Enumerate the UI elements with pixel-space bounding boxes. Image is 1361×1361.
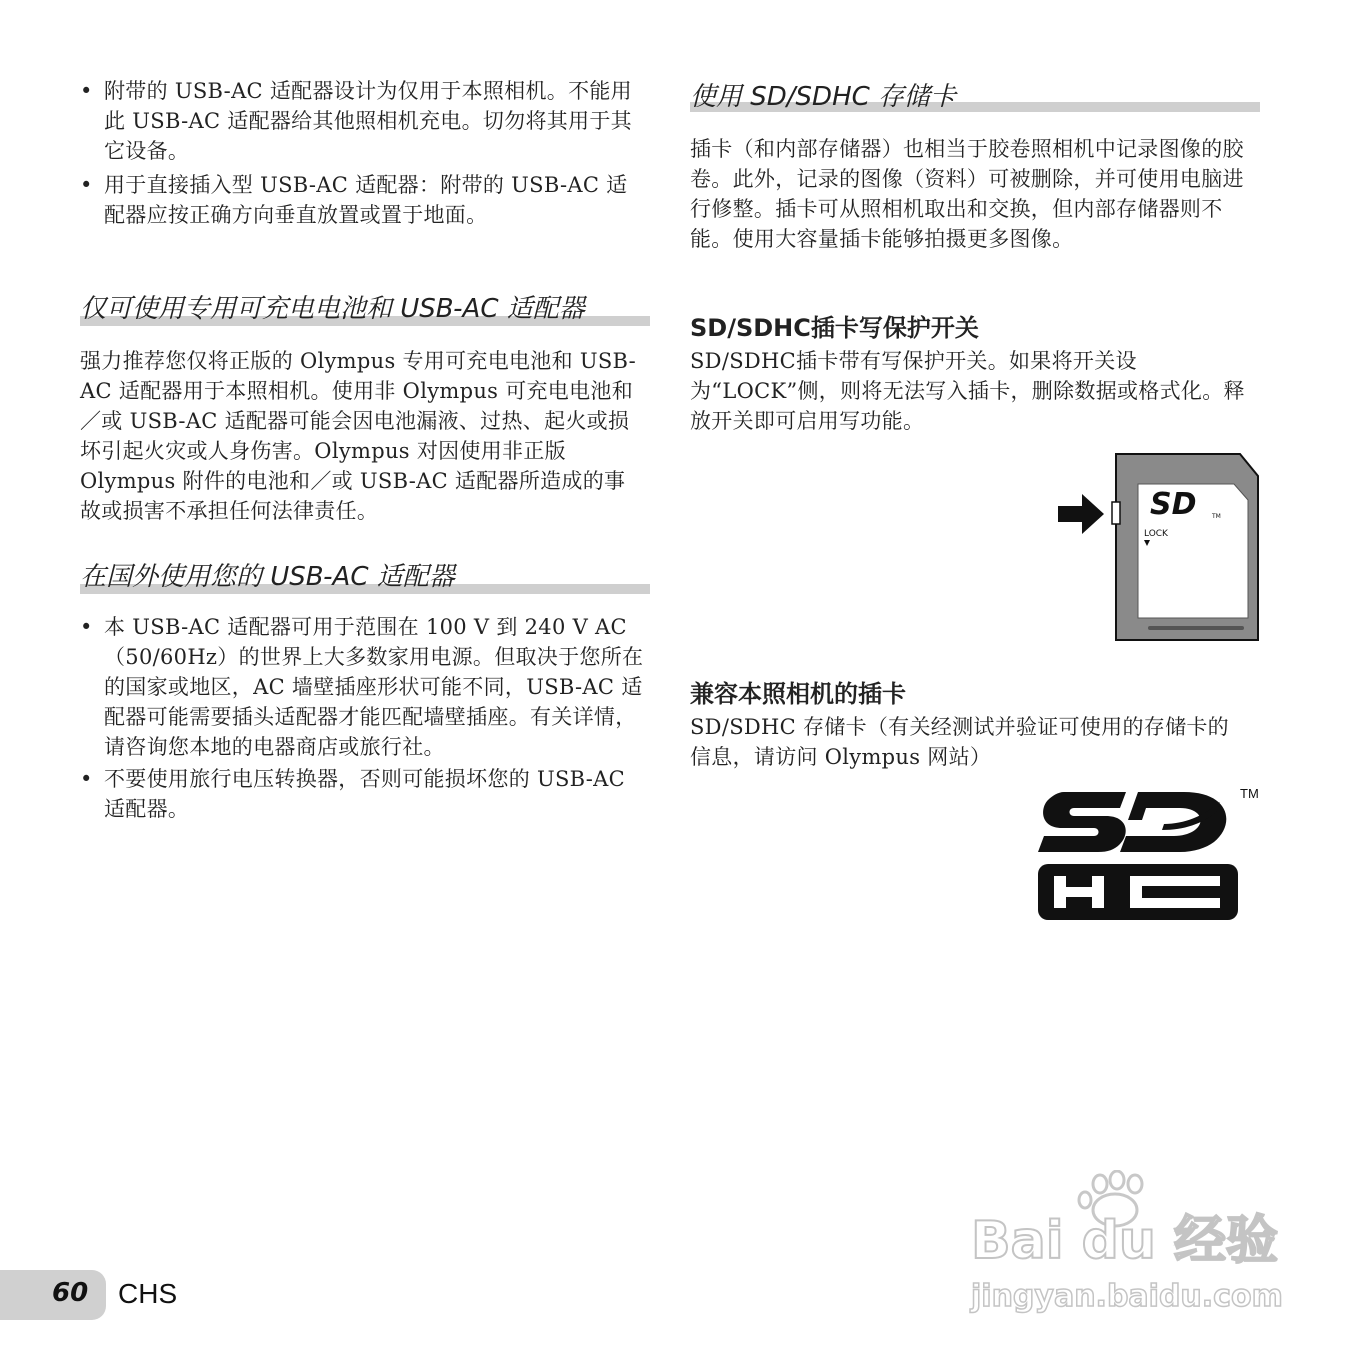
sdhc-logo <box>1034 784 1270 924</box>
subsection-title-compatible-cards: 兼容本照相机的插卡 <box>690 680 906 708</box>
watermark-brand: Bai du 经验 <box>971 1211 1278 1271</box>
usb-ac-notes-list <box>80 76 640 230</box>
section-body-batteries: 强力推荐您仅将正版的 Olympus 专用可充电电池和 USB-AC 适配器用于本照相机。使用非 Olympus 可充电电池和／或 USB-AC 适配器可能会因电池漏液、过热、起火或损坏引起火灾或人身伤害。Olympus 对因使用非正版 Olympus 附件的电池和／或 USB-AC 适配器所造成的事故或损害不承担任何法律责任。 <box>80 349 637 523</box>
arrow-right-icon <box>1058 494 1104 534</box>
sd-logo-mini: SD <box>1150 487 1197 522</box>
subsection-body-write-protect: SD/SDHC插卡带有写保护开关。如果将开关设为“LOCK”侧，则将无法写入插卡，删除数据或格式化。释放开关即可启用写功能。 <box>690 349 1245 433</box>
baidu-watermark <box>965 1170 1285 1320</box>
section-body-sd-card: 插卡（和内部存储器）也相当于胶卷照相机中记录图像的胶卷。此外，记录的图像（资料）可被删除，并可使用电脑进行修整。插卡可从照相机取出和交换，但内部存储器则不能。使用大容量插卡能够拍摄更多图像。 <box>690 137 1244 251</box>
list-item <box>80 76 640 166</box>
language-code: CHS <box>118 1278 178 1309</box>
section-title-sd-card: 使用 SD/SDHC 存储卡 <box>690 82 957 112</box>
card-lock-label: LOCK <box>1144 529 1168 539</box>
abroad-notes-list <box>80 612 645 824</box>
watermark-url: jingyan.baidu.com <box>971 1279 1283 1314</box>
logo-tm-label: TM <box>1240 786 1259 801</box>
section-title-abroad: 在国外使用您的 USB-AC 适配器 <box>80 562 455 592</box>
list-item <box>80 170 640 230</box>
note-text: 附带的 USB-AC 适配器设计为仅用于本照相机。不能用此 USB-AC 适配器给其他照相机充电。切勿将其用于其它设备。 <box>104 79 632 163</box>
sd-card-illustration <box>1054 450 1264 650</box>
list-item <box>80 612 645 762</box>
subsection-title-write-protect: SD/SDHC插卡写保护开关 <box>690 314 979 342</box>
note-text: 用于直接插入型 USB-AC 适配器：附带的 USB-AC 适配器应按正确方向垂直放置或置于地面。 <box>104 173 628 227</box>
note-text: 本 USB-AC 适配器可用于范围在 100 V 到 240 V AC（50/60Hz）的世界上大多数家用电源。但取决于您所在的国家或地区，AC 墙壁插座形状可能不同，USB-AC 适配器可能需要插头适配器才能匹配墙壁插座。有关详情，请咨询您本地的电器商店或旅行社。 <box>104 615 644 759</box>
note-text: 不要使用旅行电压转换器，否则可能损坏您的 USB-AC 适配器。 <box>104 767 626 821</box>
card-tm-label: TM <box>1212 513 1221 520</box>
section-title-batteries: 仅可使用专用可充电电池和 USB-AC 适配器 <box>80 294 585 324</box>
page-number: 60 <box>52 1278 89 1308</box>
list-item <box>80 764 645 824</box>
subsection-body-compatible-cards: SD/SDHC 存储卡（有关经测试并验证可使用的存储卡的信息，请访问 Olympus 网站） <box>690 715 1229 769</box>
sd-mark <box>1038 792 1226 852</box>
